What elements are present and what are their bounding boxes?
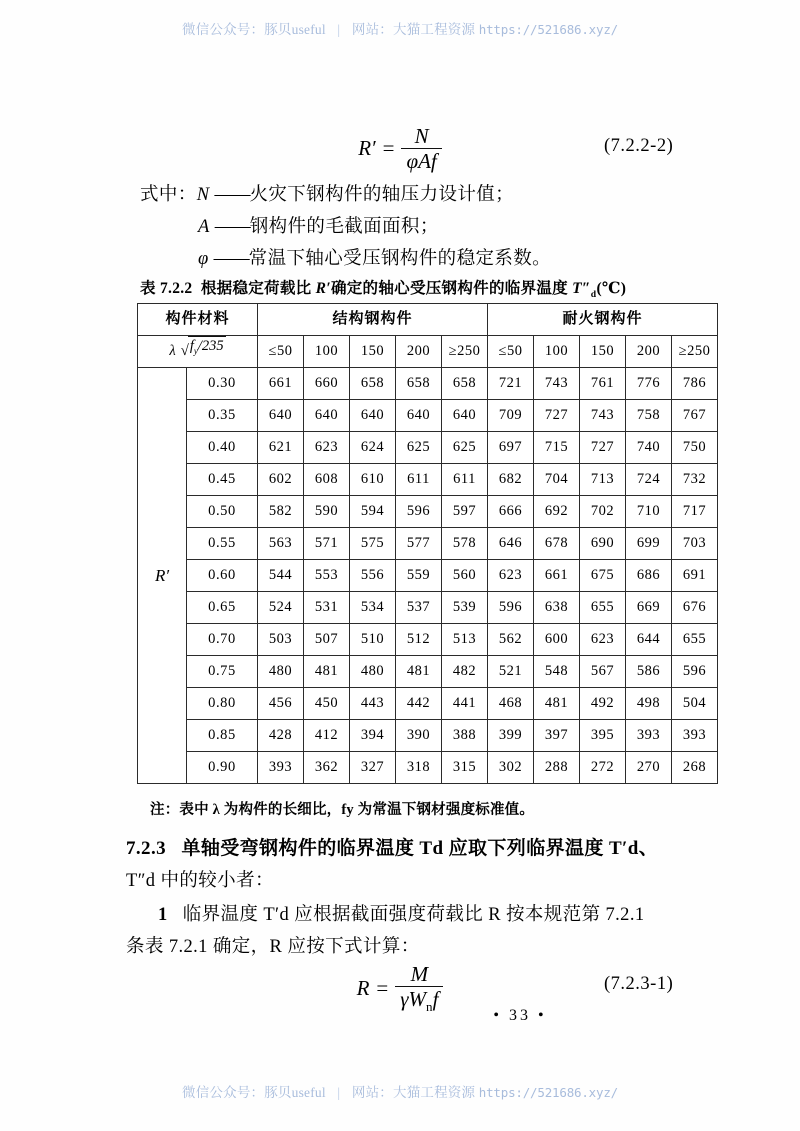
definition-line-A	[198, 212, 439, 242]
formula-top-lhs: R′	[358, 136, 376, 161]
table-cell-fire-resistant: 393	[672, 720, 718, 752]
table-cell-structural: 596	[396, 496, 442, 528]
table-cell-fire-resistant: 638	[534, 592, 580, 624]
table-cell-fire-resistant: 272	[580, 752, 626, 784]
footer-watermark-separator: |	[337, 1085, 341, 1100]
definition-text-A: 钢构件的毛截面面积；	[249, 217, 439, 237]
table-cell-structural: 640	[304, 400, 350, 432]
table-header-group-structural: 结构钢构件	[258, 304, 488, 336]
table-cell-structural: 531	[304, 592, 350, 624]
table-row-group-label: R′	[138, 368, 187, 784]
table-cell-structural: 624	[350, 432, 396, 464]
table-cell-structural: 625	[396, 432, 442, 464]
table-row	[138, 592, 718, 624]
table-cell-fire-resistant: 399	[488, 720, 534, 752]
table-cell-fire-resistant: 666	[488, 496, 534, 528]
table-cell-fire-resistant: 302	[488, 752, 534, 784]
watermark-url: https://521686.xyz/	[478, 22, 618, 37]
table-cell-fire-resistant: 697	[488, 432, 534, 464]
watermark-separator: |	[337, 22, 341, 37]
table-cell-load-ratio: 0.30	[187, 368, 258, 400]
table-cell-structural: 611	[442, 464, 488, 496]
table-row	[138, 720, 718, 752]
table-cell-fire-resistant: 393	[626, 720, 672, 752]
table-row	[138, 656, 718, 688]
table-row	[138, 400, 718, 432]
table-cell-structural: 560	[442, 560, 488, 592]
sqrt-icon: √	[180, 343, 189, 359]
definition-line-N	[140, 180, 514, 210]
table-row	[138, 688, 718, 720]
formula-top-equals: =	[382, 136, 395, 161]
table-cell-fire-resistant: 567	[580, 656, 626, 688]
formula-top-fraction	[401, 125, 441, 172]
table-cell-fire-resistant: 776	[626, 368, 672, 400]
table-cell-structural: 559	[396, 560, 442, 592]
table-cell-load-ratio: 0.40	[187, 432, 258, 464]
table-cell-fire-resistant: 623	[488, 560, 534, 592]
table-cell-fire-resistant: 740	[626, 432, 672, 464]
table-cell-fire-resistant: 669	[626, 592, 672, 624]
table-cell-fire-resistant: 596	[672, 656, 718, 688]
table-cell-fire-resistant: 710	[626, 496, 672, 528]
table-cell-structural: 481	[396, 656, 442, 688]
table-cell-fire-resistant: 397	[534, 720, 580, 752]
table-cell-load-ratio: 0.45	[187, 464, 258, 496]
table-cell-structural: 577	[396, 528, 442, 560]
table-cell-structural: 582	[258, 496, 304, 528]
table-cell-fire-resistant: 767	[672, 400, 718, 432]
table-cell-structural: 482	[442, 656, 488, 688]
table-cell-fire-resistant: 600	[534, 624, 580, 656]
table-cell-fire-resistant: 676	[672, 592, 718, 624]
formula-top-number: (7.2.2-2)	[604, 136, 674, 156]
table-cell-structural: 318	[396, 752, 442, 784]
table-header-group-fire-resistant: 耐火钢构件	[488, 304, 718, 336]
col-fire-le50: ≤50	[488, 336, 534, 368]
table-cell-fire-resistant: 661	[534, 560, 580, 592]
table-cell-structural: 393	[258, 752, 304, 784]
table-cell-structural: 590	[304, 496, 350, 528]
table-cell-structural: 513	[442, 624, 488, 656]
table-header-row-groups	[138, 304, 718, 336]
table-cell-structural: 608	[304, 464, 350, 496]
table-cell-structural: 623	[304, 432, 350, 464]
lambda-symbol: λ	[169, 343, 176, 359]
table-cell-structural: 315	[442, 752, 488, 784]
table-cell-fire-resistant: 727	[580, 432, 626, 464]
col-fire-200: 200	[626, 336, 672, 368]
table-cell-structural: 640	[350, 400, 396, 432]
definition-prefix: 式中：	[140, 185, 197, 205]
table-cell-structural: 512	[396, 624, 442, 656]
table-cell-load-ratio: 0.50	[187, 496, 258, 528]
table-cell-fire-resistant: 713	[580, 464, 626, 496]
header-watermark	[0, 18, 800, 38]
table-cell-structural: 661	[258, 368, 304, 400]
table-cell-fire-resistant: 724	[626, 464, 672, 496]
formula-bottom-numerator: M	[410, 962, 429, 986]
table-cell-structural: 640	[258, 400, 304, 432]
table-row	[138, 432, 718, 464]
sqrt-content: $f_y/235$	[189, 338, 224, 356]
table-caption-number: 表 7.2.2	[140, 280, 193, 297]
table-cell-load-ratio: 0.65	[187, 592, 258, 624]
table-cell-structural: 594	[350, 496, 396, 528]
table-cell-fire-resistant: 691	[672, 560, 718, 592]
table-cell-structural: 597	[442, 496, 488, 528]
table-cell-fire-resistant: 704	[534, 464, 580, 496]
table-row	[138, 464, 718, 496]
section-line1-text: 单轴受弯钢构件的临界温度 Td 应取下列临界温度 T′d、	[181, 838, 659, 859]
table-caption-unit: (℃)	[596, 280, 627, 297]
col-fire-100: 100	[534, 336, 580, 368]
table-cell-fire-resistant: 548	[534, 656, 580, 688]
definition-symbol-A: A	[198, 217, 210, 237]
definition-line-phi	[198, 244, 551, 274]
watermark-wechat-label: 微信公众号：豚贝useful	[182, 22, 326, 37]
table-cell-fire-resistant: 268	[672, 752, 718, 784]
formula-top-numerator: N	[414, 124, 429, 148]
table-cell-structural: 571	[304, 528, 350, 560]
table-cell-fire-resistant: 504	[672, 688, 718, 720]
table-cell-structural: 640	[396, 400, 442, 432]
table-cell-structural: 362	[304, 752, 350, 784]
table-cell-load-ratio: 0.80	[187, 688, 258, 720]
table-cell-fire-resistant: 675	[580, 560, 626, 592]
table-cell-load-ratio: 0.75	[187, 656, 258, 688]
table-row	[138, 752, 718, 784]
col-structural-100: 100	[304, 336, 350, 368]
critical-temperature-table	[137, 303, 718, 784]
formula-top-denominator: φAf	[401, 148, 441, 172]
col-structural-ge250: ≥250	[442, 336, 488, 368]
table-cell-structural: 556	[350, 560, 396, 592]
table-cell-load-ratio: 0.90	[187, 752, 258, 784]
formula-bottom-lhs: R	[356, 975, 370, 1000]
table-cell-structural: 503	[258, 624, 304, 656]
formula-7-2-2-2	[0, 125, 800, 172]
table-cell-structural: 442	[396, 688, 442, 720]
table-row	[138, 528, 718, 560]
table-cell-fire-resistant: 761	[580, 368, 626, 400]
table-cell-fire-resistant: 468	[488, 688, 534, 720]
table-cell-fire-resistant: 678	[534, 528, 580, 560]
table-cell-structural: 428	[258, 720, 304, 752]
definition-dash-A: ——	[214, 217, 250, 237]
table-cell-fire-resistant: 727	[534, 400, 580, 432]
table-cell-fire-resistant: 623	[580, 624, 626, 656]
table-cell-structural: 539	[442, 592, 488, 624]
table-cell-structural: 534	[350, 592, 396, 624]
definition-symbol-N: N	[196, 185, 210, 205]
col-fire-ge250: ≥250	[672, 336, 718, 368]
table-cell-fire-resistant: 586	[626, 656, 672, 688]
footer-watermark-site-label: 网站：大猫工程资源	[351, 1085, 476, 1100]
watermark-site-label: 网站：大猫工程资源	[351, 22, 476, 37]
table-cell-structural: 443	[350, 688, 396, 720]
table-cell-structural: 480	[258, 656, 304, 688]
table-cell-structural: 537	[396, 592, 442, 624]
table-cell-fire-resistant: 270	[626, 752, 672, 784]
table-cell-fire-resistant: 655	[580, 592, 626, 624]
table-caption-symbol-r: R′	[315, 280, 331, 297]
table-row	[138, 560, 718, 592]
table-cell-structural: 553	[304, 560, 350, 592]
table-cell-fire-resistant: 758	[626, 400, 672, 432]
table-note-prefix: 注：	[150, 802, 180, 818]
table-cell-fire-resistant: 699	[626, 528, 672, 560]
table-cell-fire-resistant: 655	[672, 624, 718, 656]
table-cell-fire-resistant: 743	[580, 400, 626, 432]
section-7-2-3-line2: T″d 中的较小者：	[126, 871, 274, 891]
col-structural-le50: ≤50	[258, 336, 304, 368]
table-cell-structural: 578	[442, 528, 488, 560]
table-cell-structural: 480	[350, 656, 396, 688]
table-caption-symbol-t: $T''_d$	[572, 280, 597, 301]
table-cell-structural: 524	[258, 592, 304, 624]
table-cell-fire-resistant: 492	[580, 688, 626, 720]
table-cell-fire-resistant: 721	[488, 368, 534, 400]
col-structural-150: 150	[350, 336, 396, 368]
footer-watermark	[0, 1081, 800, 1101]
table-cell-structural: 621	[258, 432, 304, 464]
table-cell-fire-resistant: 646	[488, 528, 534, 560]
table-header-lambda	[138, 336, 258, 368]
formula-bottom-denominator: $\gamma W_nf$	[395, 986, 443, 1014]
table-cell-structural: 625	[442, 432, 488, 464]
definition-text-phi: 常温下轴心受压钢构件的稳定系数。	[248, 249, 552, 269]
table-row	[138, 624, 718, 656]
footer-watermark-wechat-label: 微信公众号：豚贝useful	[182, 1085, 326, 1100]
table-cell-fire-resistant: 682	[488, 464, 534, 496]
table-note-text: 表中 λ 为构件的长细比，fy 为常温下钢材强度标准值。	[179, 802, 535, 818]
table-cell-fire-resistant: 288	[534, 752, 580, 784]
table-cell-fire-resistant: 715	[534, 432, 580, 464]
table-cell-structural: 412	[304, 720, 350, 752]
footer-watermark-url: https://521686.xyz/	[478, 1085, 618, 1100]
table-cell-load-ratio: 0.35	[187, 400, 258, 432]
sqrt-expression	[181, 336, 226, 367]
table-cell-fire-resistant: 481	[534, 688, 580, 720]
table-cell-structural: 388	[442, 720, 488, 752]
table-cell-fire-resistant: 686	[626, 560, 672, 592]
table-cell-structural: 327	[350, 752, 396, 784]
table-cell-structural: 481	[304, 656, 350, 688]
table-cell-structural: 544	[258, 560, 304, 592]
table-cell-fire-resistant: 562	[488, 624, 534, 656]
section-7-2-3-line1	[126, 834, 658, 864]
table-cell-load-ratio: 0.85	[187, 720, 258, 752]
table-cell-structural: 611	[396, 464, 442, 496]
section-item-1-line1	[158, 900, 645, 930]
formula-bottom-number: (7.2.3-1)	[604, 974, 674, 994]
definition-symbol-phi: φ	[198, 249, 209, 269]
table-header-material: 构件材料	[138, 304, 258, 336]
table-cell-structural: 441	[442, 688, 488, 720]
table-row	[138, 496, 718, 528]
table-caption-text-before: 根据稳定荷载比	[200, 280, 312, 297]
table-cell-fire-resistant: 732	[672, 464, 718, 496]
section-item-1-line2: 条表 7.2.1 确定，R 应按下式计算：	[126, 937, 420, 957]
table-cell-fire-resistant: 498	[626, 688, 672, 720]
table-cell-structural: 510	[350, 624, 396, 656]
table-cell-fire-resistant: 750	[672, 432, 718, 464]
table-cell-structural: 610	[350, 464, 396, 496]
table-cell-fire-resistant: 717	[672, 496, 718, 528]
table-row	[138, 368, 718, 400]
table-cell-structural: 456	[258, 688, 304, 720]
table-cell-structural: 575	[350, 528, 396, 560]
table-cell-structural: 602	[258, 464, 304, 496]
table-cell-fire-resistant: 596	[488, 592, 534, 624]
table-cell-structural: 394	[350, 720, 396, 752]
table-cell-load-ratio: 0.60	[187, 560, 258, 592]
table-cell-structural: 640	[442, 400, 488, 432]
table-cell-structural: 660	[304, 368, 350, 400]
table-cell-fire-resistant: 786	[672, 368, 718, 400]
table-cell-fire-resistant: 395	[580, 720, 626, 752]
table-cell-structural: 563	[258, 528, 304, 560]
table-cell-fire-resistant: 521	[488, 656, 534, 688]
section-number: 7.2.3	[126, 838, 166, 859]
table-cell-fire-resistant: 702	[580, 496, 626, 528]
col-structural-200: 200	[396, 336, 442, 368]
definition-dash-N: ——	[214, 185, 250, 205]
table-cell-fire-resistant: 692	[534, 496, 580, 528]
definition-dash-phi: ——	[213, 249, 249, 269]
definition-text-N: 火灾下钢构件的轴压力设计值；	[249, 185, 515, 205]
section-item-number: 1	[158, 905, 168, 925]
table-cell-fire-resistant: 703	[672, 528, 718, 560]
section-item-line1-text: 临界温度 T′d 应根据截面强度荷载比 R 按本规范第 7.2.1	[182, 905, 645, 925]
table-cell-structural: 658	[396, 368, 442, 400]
page-number: • 33 •	[493, 1007, 547, 1024]
table-cell-structural: 450	[304, 688, 350, 720]
table-cell-fire-resistant: 743	[534, 368, 580, 400]
table-cell-fire-resistant: 644	[626, 624, 672, 656]
table-cell-structural: 658	[442, 368, 488, 400]
table-cell-fire-resistant: 690	[580, 528, 626, 560]
table-header-row-columns	[138, 336, 718, 368]
table-caption-text-mid: 确定的轴心受压钢构件的临界温度	[330, 280, 568, 297]
table-cell-load-ratio: 0.70	[187, 624, 258, 656]
col-fire-150: 150	[580, 336, 626, 368]
table-cell-structural: 507	[304, 624, 350, 656]
table-cell-load-ratio: 0.55	[187, 528, 258, 560]
table-cell-structural: 658	[350, 368, 396, 400]
table-cell-fire-resistant: 709	[488, 400, 534, 432]
table-cell-structural: 390	[396, 720, 442, 752]
table-note	[150, 798, 534, 819]
formula-bottom-equals: =	[376, 975, 389, 1000]
table-caption	[140, 276, 626, 300]
